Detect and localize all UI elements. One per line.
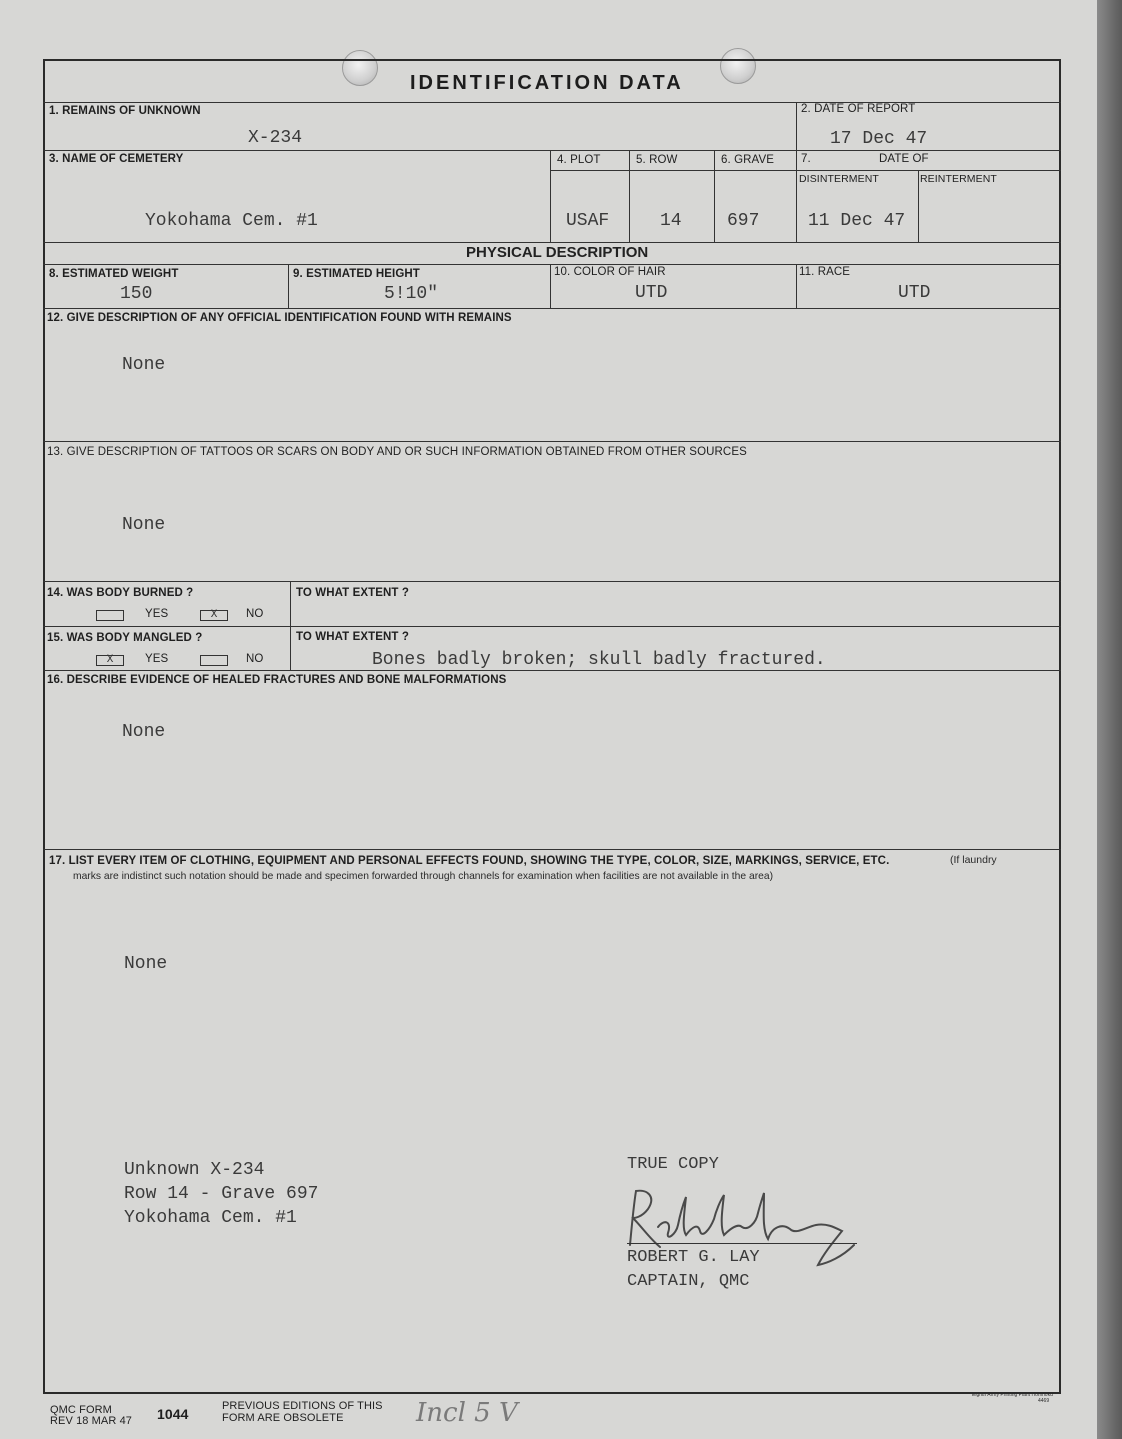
rule (629, 150, 630, 242)
true-copy: TRUE COPY (627, 1155, 719, 1174)
signer-name: ROBERT G. LAY (627, 1248, 760, 1267)
mangled-no-label: NO (246, 653, 264, 665)
disinterment-label: DISINTERMENT (799, 173, 879, 185)
rule (43, 441, 1061, 442)
rule (796, 264, 797, 308)
burned-no-checkbox[interactable]: X (200, 610, 228, 621)
date-of-label-num: 7. (801, 153, 811, 165)
physical-description-title: PHYSICAL DESCRIPTION (466, 244, 649, 261)
hair-color-value: UTD (635, 283, 668, 303)
summary-line-3: Yokohama Cem. #1 (124, 1208, 297, 1228)
weight-value: 150 (120, 284, 153, 304)
disinterment-value: 11 Dec 47 (808, 211, 906, 231)
rule (550, 170, 1061, 171)
rule (550, 150, 551, 242)
rule (288, 264, 289, 308)
signer-title: CAPTAIN, QMC (627, 1272, 750, 1291)
rule (43, 581, 1061, 582)
rule (550, 264, 551, 308)
rule (43, 849, 1061, 850)
fractures-value: None (122, 722, 166, 742)
reinterment-label: REINTERMENT (920, 173, 997, 185)
grave-value: 697 (727, 211, 760, 231)
rule (796, 102, 797, 242)
rule (714, 150, 715, 242)
clothing-note-1: (If laundry (950, 854, 997, 866)
clothing-label: 17. LIST EVERY ITEM OF CLOTHING, EQUIPMENT AND PERSONAL EFFECTS FOUND, SHOWING THE TYPE, COLOR, SIZE, MARKINGS, SERVICE, ETC. (49, 855, 890, 867)
mangled-label: 15. WAS BODY MANGLED ? (47, 632, 203, 644)
date-of-label: DATE OF (879, 153, 929, 165)
handwritten-note: Incl 5 V (416, 1398, 518, 1428)
signature-line (627, 1243, 857, 1244)
height-label: 9. ESTIMATED HEIGHT (293, 268, 420, 280)
plot-label: 4. PLOT (557, 154, 601, 166)
paper-edge (1097, 0, 1122, 1439)
weight-label: 8. ESTIMATED WEIGHT (49, 268, 179, 280)
row-label: 5. ROW (636, 154, 678, 166)
burned-no-label: NO (246, 608, 264, 620)
rule (43, 308, 1061, 309)
race-value: UTD (898, 283, 931, 303)
height-value: 5!10" (384, 284, 439, 304)
rule (43, 150, 1061, 151)
plot-value: USAF (566, 211, 610, 231)
form-id-line-1: QMC FORM (50, 1404, 112, 1416)
mangled-extent-label: TO WHAT EXTENT ? (296, 631, 409, 643)
date-of-report-label: 2. DATE OF REPORT (801, 103, 916, 115)
tattoos-value: None (122, 515, 166, 535)
mangled-yes-checkbox[interactable]: X (96, 655, 124, 666)
burned-yes-label: YES (145, 608, 169, 620)
rule (43, 242, 1061, 243)
rule (918, 170, 919, 242)
printer-line-1: Eighth Army Printing Plant Honmoku (972, 1392, 1053, 1398)
burned-yes-checkbox[interactable] (96, 610, 124, 621)
official-id-label: 12. GIVE DESCRIPTION OF ANY OFFICIAL IDENTIFICATION FOUND WITH REMAINS (47, 312, 512, 324)
cemetery-value: Yokohama Cem. #1 (145, 211, 318, 231)
form-id-line-2: REV 18 MAR 47 (50, 1415, 133, 1427)
cemetery-label: 3. NAME OF CEMETERY (49, 153, 184, 165)
form-title: IDENTIFICATION DATA (410, 72, 684, 94)
summary-line-1: Unknown X-234 (124, 1160, 265, 1180)
tattoos-label: 13. GIVE DESCRIPTION OF TATTOOS OR SCARS ON BODY AND OR SUCH INFORMATION OBTAINED FROM OTHER SOURCES (47, 446, 747, 458)
grave-label: 6. GRAVE (721, 154, 774, 166)
rule (43, 264, 1061, 265)
obsolete-line-1: PREVIOUS EDITIONS OF THIS (222, 1400, 383, 1412)
rule (290, 581, 291, 670)
hair-color-label: 10. COLOR OF HAIR (554, 266, 666, 278)
race-label: 11. RACE (799, 266, 851, 278)
clothing-note-2: marks are indistinct such notation should be made and specimen forwarded through channels for examination when facilities are not available in the area) (73, 871, 774, 882)
printer-line-2: 4469 (1038, 1398, 1050, 1404)
obsolete-line-2: FORM ARE OBSOLETE (222, 1412, 344, 1424)
clothing-value: None (124, 954, 168, 974)
mangled-yes-label: YES (145, 653, 169, 665)
burned-label: 14. WAS BODY BURNED ? (47, 587, 194, 599)
mangled-no-checkbox[interactable] (200, 655, 228, 666)
date-of-report-value: 17 Dec 47 (830, 129, 928, 149)
rule (43, 626, 1061, 627)
form-number: 1044 (157, 1406, 189, 1422)
rule (43, 670, 1061, 671)
remains-value: X-234 (248, 128, 303, 148)
fractures-label: 16. DESCRIBE EVIDENCE OF HEALED FRACTURES AND BONE MALFORMATIONS (47, 674, 507, 686)
summary-line-2: Row 14 - Grave 697 (124, 1184, 319, 1204)
row-value: 14 (660, 211, 682, 231)
burned-extent-label: TO WHAT EXTENT ? (296, 587, 409, 599)
official-id-value: None (122, 355, 166, 375)
remains-label: 1. REMAINS OF UNKNOWN (49, 105, 201, 117)
mangled-extent-value: Bones badly broken; skull badly fractured. (372, 650, 826, 670)
